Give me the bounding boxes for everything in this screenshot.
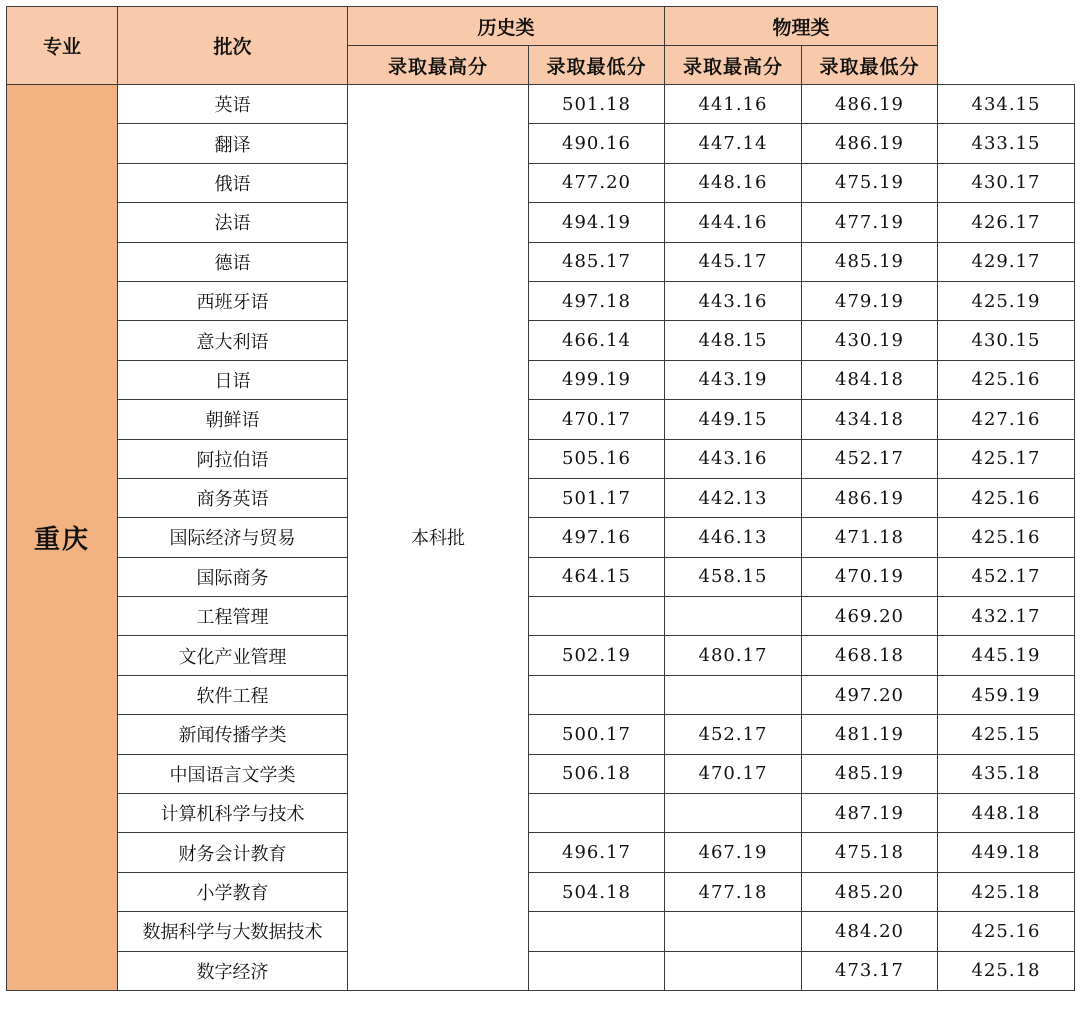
major-cell: 阿拉伯语 (118, 439, 348, 478)
major-cell: 数据科学与大数据技术 (118, 912, 348, 951)
physics-min-cell: 425.16 (938, 518, 1075, 557)
table-row (7, 203, 1075, 242)
physics-min-cell: 432.17 (938, 597, 1075, 636)
history-max-cell (529, 912, 665, 951)
history-max-cell: 466.14 (529, 321, 665, 360)
major-cell: 财务会计教育 (118, 833, 348, 872)
physics-min-cell: 429.17 (938, 242, 1075, 281)
history-max-cell: 490.16 (529, 124, 665, 163)
history-min-cell: 441.16 (665, 85, 802, 124)
major-cell: 俄语 (118, 163, 348, 202)
physics-max-cell: 468.18 (802, 636, 938, 675)
history-min-cell: 443.19 (665, 360, 802, 399)
physics-min-cell: 459.19 (938, 675, 1075, 714)
physics-max-cell: 473.17 (802, 951, 938, 990)
physics-max-cell: 475.19 (802, 163, 938, 202)
table-row (7, 715, 1075, 754)
physics-max-cell: 486.19 (802, 124, 938, 163)
history-min-cell (665, 794, 802, 833)
physics-min-cell: 449.18 (938, 833, 1075, 872)
physics-max-cell: 470.19 (802, 557, 938, 596)
physics-min-cell: 448.18 (938, 794, 1075, 833)
major-cell: 中国语言文学类 (118, 754, 348, 793)
physics-max-cell: 430.19 (802, 321, 938, 360)
major-cell: 法语 (118, 203, 348, 242)
table-row (7, 951, 1075, 990)
history-min-cell: 442.13 (665, 478, 802, 517)
physics-max-cell: 484.20 (802, 912, 938, 951)
physics-min-cell: 435.18 (938, 754, 1075, 793)
table-row (7, 518, 1075, 557)
history-min-cell: 452.17 (665, 715, 802, 754)
table-row (7, 833, 1075, 872)
table-row (7, 754, 1075, 793)
history-max-cell: 477.20 (529, 163, 665, 202)
history-max-cell: 501.17 (529, 478, 665, 517)
history-min-cell: 443.16 (665, 281, 802, 320)
history-min-cell: 467.19 (665, 833, 802, 872)
history-max-cell: 506.18 (529, 754, 665, 793)
physics-max-cell: 477.19 (802, 203, 938, 242)
history-min-header: 录取最低分 (529, 46, 665, 85)
major-cell: 意大利语 (118, 321, 348, 360)
major-cell: 工程管理 (118, 597, 348, 636)
history-max-cell: 501.18 (529, 85, 665, 124)
major-cell: 英语 (118, 85, 348, 124)
physics-max-cell: 475.18 (802, 833, 938, 872)
major-cell: 日语 (118, 360, 348, 399)
history-max-cell (529, 794, 665, 833)
history-min-cell: 444.16 (665, 203, 802, 242)
history-max-cell: 464.15 (529, 557, 665, 596)
physics-max-cell: 479.19 (802, 281, 938, 320)
major-cell: 国际商务 (118, 557, 348, 596)
history-max-cell: 500.17 (529, 715, 665, 754)
physics-min-cell: 426.17 (938, 203, 1075, 242)
header-row-top (7, 7, 1075, 46)
physics-max-cell: 485.19 (802, 754, 938, 793)
table-row (7, 557, 1075, 596)
physics-max-cell: 487.19 (802, 794, 938, 833)
major-cell: 德语 (118, 242, 348, 281)
physics-min-cell: 425.18 (938, 951, 1075, 990)
major-cell: 数字经济 (118, 951, 348, 990)
major-cell: 朝鲜语 (118, 400, 348, 439)
table-row (7, 242, 1075, 281)
major-cell: 新闻传播学类 (118, 715, 348, 754)
history-min-cell (665, 675, 802, 714)
physics-min-cell: 425.19 (938, 281, 1075, 320)
history-max-header: 录取最高分 (348, 46, 529, 85)
table-row (7, 85, 1075, 124)
physics-max-cell: 434.18 (802, 400, 938, 439)
major-cell: 翻译 (118, 124, 348, 163)
table-body (7, 85, 1075, 991)
major-cell: 西班牙语 (118, 281, 348, 320)
physics-min-cell: 427.16 (938, 400, 1075, 439)
history-max-cell: 497.18 (529, 281, 665, 320)
history-max-cell (529, 675, 665, 714)
table-row (7, 478, 1075, 517)
table-row (7, 597, 1075, 636)
history-min-cell: 446.13 (665, 518, 802, 557)
history-min-cell: 458.15 (665, 557, 802, 596)
table-row (7, 912, 1075, 951)
batch-cell: 本科批 (348, 85, 529, 991)
physics-min-cell: 425.16 (938, 478, 1075, 517)
physics-min-cell: 425.16 (938, 912, 1075, 951)
major-cell: 计算机科学与技术 (118, 794, 348, 833)
physics-min-cell: 445.19 (938, 636, 1075, 675)
table-row (7, 675, 1075, 714)
major-cell: 小学教育 (118, 872, 348, 911)
table-row (7, 794, 1075, 833)
physics-max-cell: 485.19 (802, 242, 938, 281)
history-max-cell: 494.19 (529, 203, 665, 242)
physics-min-header: 录取最低分 (802, 46, 938, 85)
physics-max-cell: 452.17 (802, 439, 938, 478)
physics-max-cell: 471.18 (802, 518, 938, 557)
region-label: 重庆 (7, 85, 118, 991)
history-max-cell (529, 951, 665, 990)
history-max-cell: 497.16 (529, 518, 665, 557)
history-min-cell (665, 951, 802, 990)
history-min-cell: 470.17 (665, 754, 802, 793)
physics-max-cell: 485.20 (802, 872, 938, 911)
history-max-cell: 470.17 (529, 400, 665, 439)
history-max-cell: 496.17 (529, 833, 665, 872)
table-row (7, 439, 1075, 478)
physics-min-cell: 425.17 (938, 439, 1075, 478)
major-cell: 文化产业管理 (118, 636, 348, 675)
physics-max-cell: 469.20 (802, 597, 938, 636)
table-row (7, 872, 1075, 911)
major-cell: 商务英语 (118, 478, 348, 517)
table-row (7, 281, 1075, 320)
history-max-cell: 504.18 (529, 872, 665, 911)
history-min-cell (665, 597, 802, 636)
history-min-cell: 443.16 (665, 439, 802, 478)
physics-max-cell: 486.19 (802, 85, 938, 124)
physics-min-cell: 430.17 (938, 163, 1075, 202)
history-min-cell: 477.18 (665, 872, 802, 911)
physics-max-cell: 486.19 (802, 478, 938, 517)
history-max-cell: 505.16 (529, 439, 665, 478)
admission-score-table (6, 6, 1075, 991)
history-max-cell: 502.19 (529, 636, 665, 675)
physics-min-cell: 452.17 (938, 557, 1075, 596)
history-min-cell (665, 912, 802, 951)
table-row (7, 360, 1075, 399)
physics-min-cell: 434.15 (938, 85, 1075, 124)
physics-min-cell: 425.18 (938, 872, 1075, 911)
physics-max-header: 录取最高分 (665, 46, 802, 85)
history-min-cell: 449.15 (665, 400, 802, 439)
table-row (7, 636, 1075, 675)
physics-max-cell: 481.19 (802, 715, 938, 754)
physics-header: 物理类 (665, 7, 938, 46)
major-header: 专业 (7, 7, 118, 85)
table-row (7, 321, 1075, 360)
batch-header: 批次 (118, 7, 348, 85)
table-row (7, 163, 1075, 202)
physics-min-cell: 425.16 (938, 360, 1075, 399)
physics-max-cell: 497.20 (802, 675, 938, 714)
history-min-cell: 448.15 (665, 321, 802, 360)
major-cell: 国际经济与贸易 (118, 518, 348, 557)
history-header: 历史类 (348, 7, 665, 46)
history-min-cell: 480.17 (665, 636, 802, 675)
physics-min-cell: 433.15 (938, 124, 1075, 163)
physics-min-cell: 425.15 (938, 715, 1075, 754)
history-max-cell (529, 597, 665, 636)
physics-min-cell: 430.15 (938, 321, 1075, 360)
history-min-cell: 447.14 (665, 124, 802, 163)
physics-max-cell: 484.18 (802, 360, 938, 399)
table-row (7, 400, 1075, 439)
history-max-cell: 485.17 (529, 242, 665, 281)
major-cell: 软件工程 (118, 675, 348, 714)
table-row (7, 124, 1075, 163)
history-max-cell: 499.19 (529, 360, 665, 399)
history-min-cell: 445.17 (665, 242, 802, 281)
history-min-cell: 448.16 (665, 163, 802, 202)
